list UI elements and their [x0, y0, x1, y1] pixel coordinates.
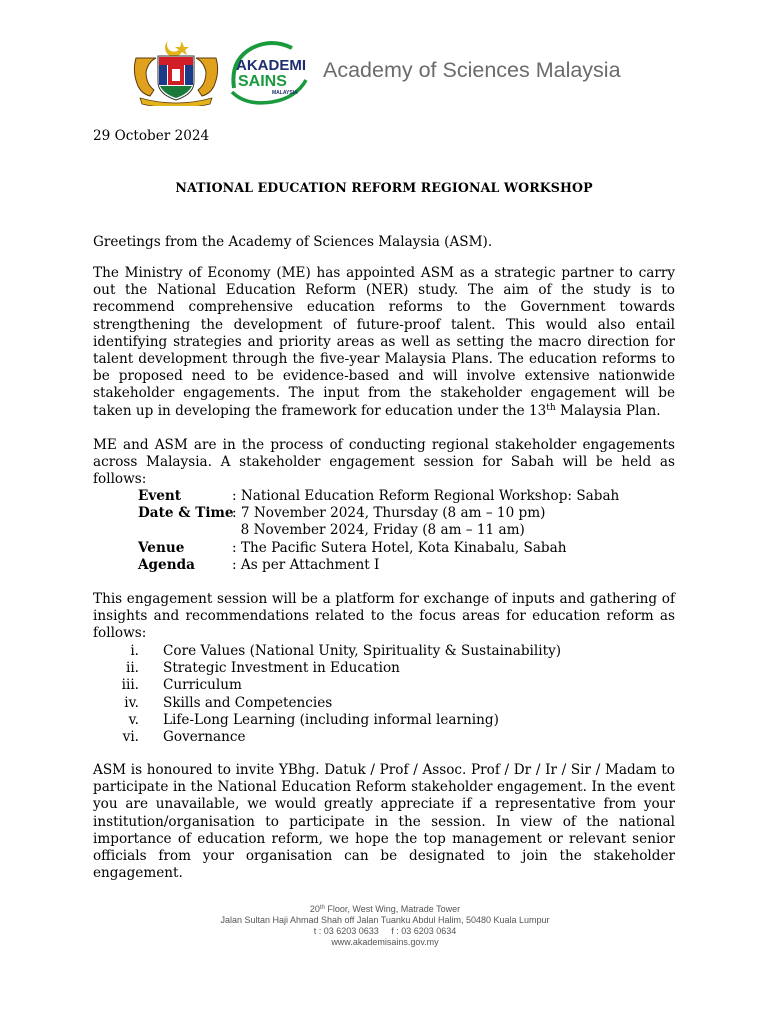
list-number: iii.: [121, 677, 139, 694]
list-text: Governance: [163, 729, 246, 746]
invitation-paragraph: ASM is honoured to invite YBhg. Datuk / Prof / Assoc. Prof / Dr / Ir / Sir / Madam to participate in the National Education Reform stakeholder engagement. In the event you are unavailable, we would greatly appreciate if a representative from your institution/organisation to participate in the session. In view of the national importance of education reform, we hope the top management or relevant senior officials from your organisation can be designated to join the stakeholder engagement.: [93, 762, 675, 882]
list-item: [93, 729, 561, 746]
detail-label: Venue: [138, 539, 185, 556]
detail-row-date-time-2: [138, 522, 619, 539]
detail-label: Event: [138, 488, 182, 504]
footer-contact-line: t : 03 6203 0633 f : 03 6203 0634: [313, 926, 457, 936]
akademi-sains-malaysia-logo-icon: [226, 40, 312, 106]
detail-row-venue: [138, 540, 619, 557]
ordinal-suffix: th: [546, 402, 556, 413]
list-number: vi.: [122, 729, 139, 746]
list-item: [93, 695, 561, 712]
list-item: [93, 677, 561, 694]
letter-date: 29 October 2024: [93, 128, 210, 144]
detail-label: [138, 522, 232, 539]
svg-text:MALAYSIA: MALAYSIA: [272, 90, 298, 96]
footer-floor-number: 20: [309, 904, 320, 914]
footer-website: www.akademisains.gov.my: [331, 937, 439, 947]
intro-paragraph-end: Malaysia Plan.: [555, 402, 661, 419]
detail-row-event: [138, 488, 619, 505]
letter-title: NATIONAL EDUCATION REFORM REGIONAL WORKSHOP: [175, 180, 593, 195]
list-text: Curriculum: [163, 677, 242, 694]
focus-areas-list: [93, 643, 561, 746]
list-text: Core Values (National Unity, Spirituality & Sustainability): [163, 643, 562, 659]
footer-address-line-2: Jalan Sultan Haji Ahmad Shah off Jalan Tuanku Abdul Halim, 50480 Kuala Lumpur: [220, 915, 550, 925]
detail-label: Agenda: [138, 556, 195, 573]
footer-address-line-1: [180, 904, 590, 915]
malaysia-coat-of-arms-icon: [130, 38, 222, 106]
svg-text:SAINS: SAINS: [238, 73, 287, 90]
footer-building: Floor, West Wing, Matrade Tower: [324, 904, 461, 914]
event-details: [138, 488, 619, 574]
detail-value: : The Pacific Sutera Hotel, Kota Kinabalu, Sabah: [232, 539, 567, 556]
list-number: i.: [130, 643, 139, 659]
footer-ordinal-suffix: th: [319, 905, 325, 911]
list-number: iv.: [124, 694, 139, 711]
list-number: ii.: [125, 660, 139, 677]
intro-paragraph-text: The Ministry of Economy (ME) has appointed ASM as a strategic partner to carry out the National Education Reform (NER) study. The aim of the study is to recommend comprehensive education reforms to the Government towards strengthening the development of future-proof talent. This would also entail identifying strategies and priority areas as well as setting the macro direction for talent development through the five-year Malaysia Plans. The education reforms to be proposed need to be evidence-based and will involve extensive nationwide stakeholder engagements. The input from the stakeholder engagement will be taken up in developing the framework for education under the 13: [93, 265, 675, 419]
detail-value: : National Education Reform Regional Workshop: Sabah: [232, 488, 620, 504]
detail-value: : As per Attachment I: [232, 556, 380, 573]
list-item: [93, 660, 561, 677]
intro-paragraph: [93, 265, 675, 420]
list-item: [93, 643, 561, 660]
detail-row-agenda: [138, 557, 619, 574]
list-item: [93, 712, 561, 729]
letterhead: [130, 38, 650, 108]
svg-text:AKADEMI: AKADEMI: [236, 57, 306, 74]
detail-row-date-time: [138, 505, 619, 522]
focus-areas-intro: This engagement session will be a platform for exchange of inputs and gathering of insights and recommendations related to the focus areas for education reform as follows:: [93, 591, 675, 642]
engagement-paragraph: ME and ASM are in the process of conducting regional stakeholder engagements across Malaysia. A stakeholder engagement session for Sabah will be held as follows:: [93, 437, 675, 488]
letter-footer: [180, 904, 590, 948]
list-text: Skills and Competencies: [163, 694, 333, 711]
list-text: Strategic Investment in Education: [163, 660, 400, 677]
list-text: Life-Long Learning (including informal learning): [163, 711, 499, 728]
detail-label: Date & Time: [138, 505, 234, 522]
greeting-paragraph: Greetings from the Academy of Sciences Malaysia (ASM).: [93, 234, 493, 250]
detail-value: : 7 November 2024, Thursday (8 am – 10 pm): [232, 505, 546, 522]
detail-value: 8 November 2024, Friday (8 am – 11 am): [232, 522, 525, 539]
list-number: v.: [128, 711, 139, 728]
organization-name: Academy of Sciences Malaysia: [323, 58, 621, 82]
